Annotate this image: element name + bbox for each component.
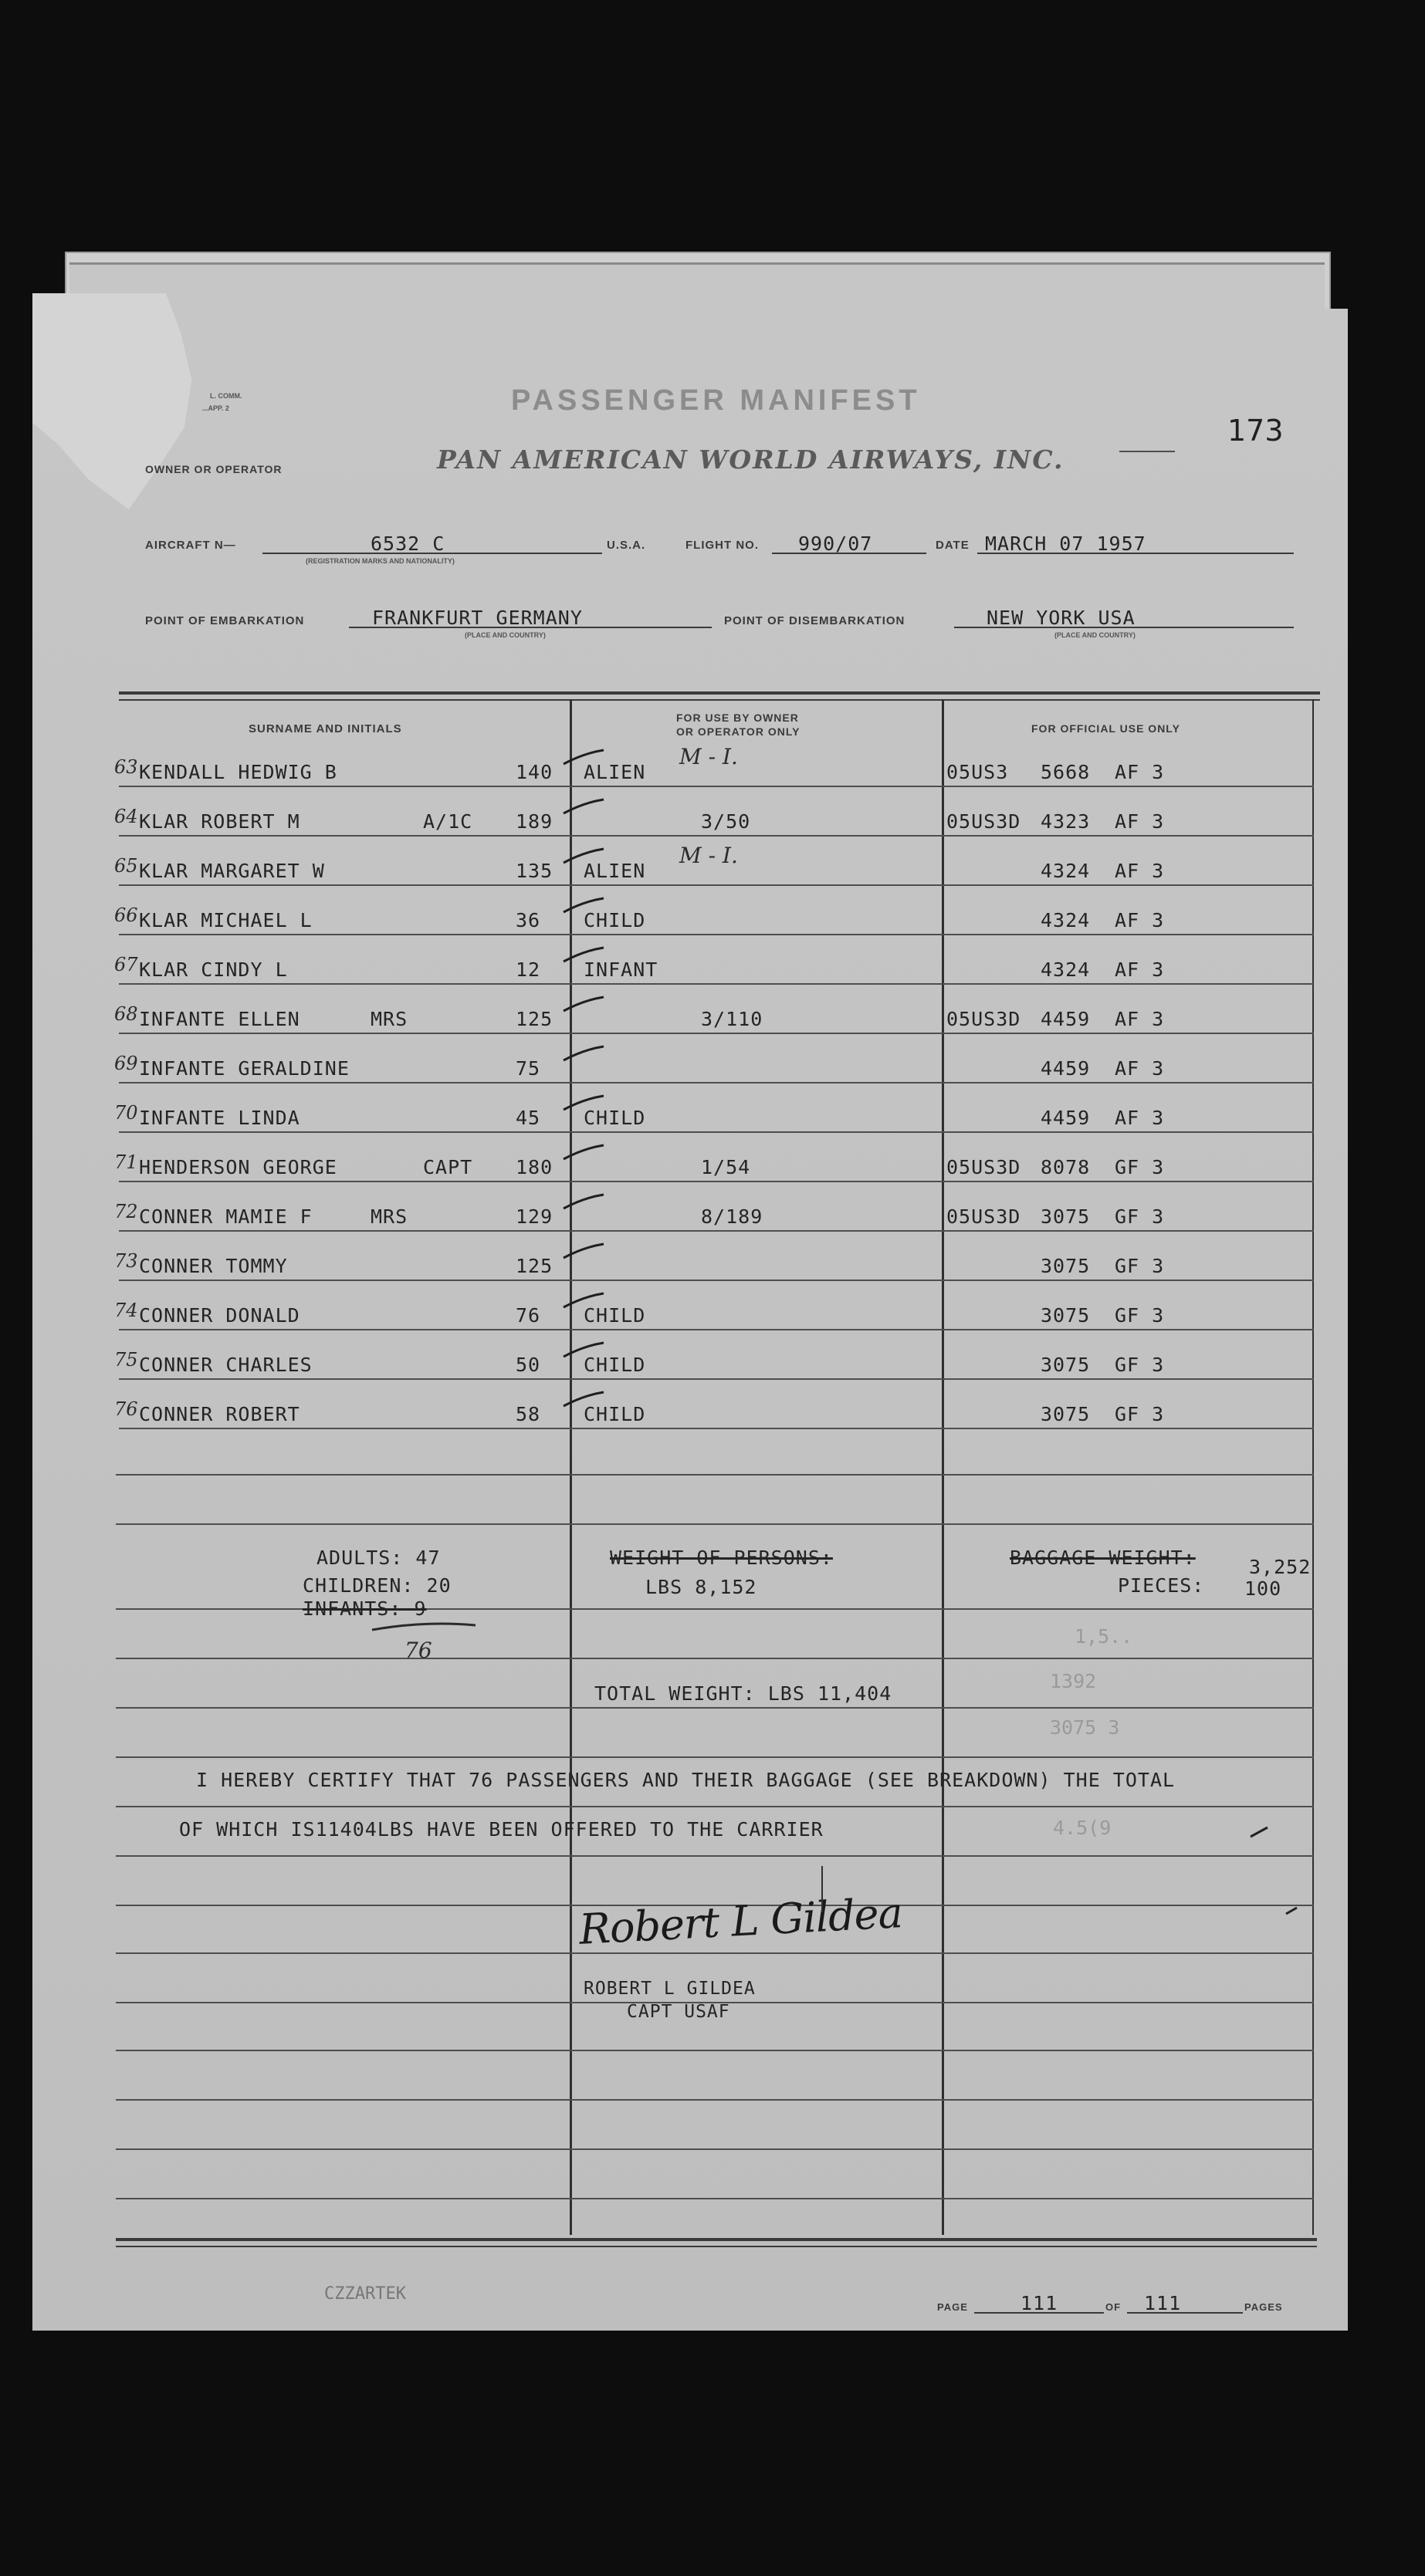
table-bottom-rule — [116, 2238, 1317, 2241]
passenger-weight: 125 — [516, 1008, 553, 1030]
passenger-weight: 36 — [516, 909, 541, 931]
row-rule — [119, 1230, 1314, 1232]
passenger-weight: 12 — [516, 958, 541, 981]
total-weight — [594, 1682, 892, 1705]
children-label-text: CHILDREN: — [303, 1574, 415, 1597]
official-unit: GF 3 — [1115, 1354, 1165, 1376]
total-weight-label: TOTAL WEIGHT: — [594, 1682, 756, 1705]
official-reference: 3075 — [1041, 1255, 1091, 1277]
official-reference: 4324 — [1041, 958, 1091, 981]
row-number: 69 — [114, 1053, 138, 1074]
passenger-title: MRS — [371, 1205, 408, 1228]
pieces-value: 100 — [1244, 1577, 1282, 1600]
infants-label-text: INFANTS: — [303, 1597, 402, 1620]
official-reference: 4324 — [1041, 860, 1091, 882]
passenger-weight: 180 — [516, 1156, 553, 1178]
row-rule — [119, 1378, 1314, 1380]
official-unit: AF 3 — [1115, 909, 1165, 931]
page-title: PASSENGER MANIFEST — [511, 384, 921, 417]
passenger-status: CHILD — [584, 1354, 646, 1376]
row-rule — [119, 1329, 1314, 1330]
signature-stroke — [821, 1866, 823, 1912]
infants-value: 9 — [414, 1597, 427, 1620]
pieces-label: PIECES: — [1118, 1574, 1205, 1597]
check-stroke — [560, 1340, 607, 1363]
embark-label: POINT OF EMBARKATION — [145, 614, 305, 627]
row-rule — [119, 835, 1314, 837]
row-number: 63 — [114, 756, 138, 778]
form-rule — [116, 2099, 1314, 2101]
form-rule — [116, 1523, 1314, 1525]
adults-value: 47 — [415, 1547, 441, 1569]
row-rule — [119, 786, 1314, 787]
passenger-status: CHILD — [584, 909, 646, 931]
certification-line-2: OF WHICH IS11404LBS HAVE BEEN OFFERED TO THE CARRIER — [179, 1818, 824, 1841]
passenger-weight: 45 — [516, 1107, 541, 1129]
tick-mark-2 — [1285, 1906, 1300, 1915]
row-number: 76 — [114, 1398, 138, 1420]
passenger-title: A/1C — [423, 810, 473, 833]
passenger-status: CHILD — [584, 1107, 646, 1129]
faded-bleed-2: 1392 — [1050, 1670, 1097, 1692]
official-unit: AF 3 — [1115, 761, 1165, 783]
infants-label — [303, 1597, 427, 1620]
passenger-weight: 75 — [516, 1057, 541, 1080]
flight-label: FLIGHT NO. — [685, 539, 759, 552]
passenger-weight: 135 — [516, 860, 553, 882]
owner-use-value: 3/50 — [701, 810, 751, 833]
passenger-weight: 58 — [516, 1403, 541, 1425]
passenger-name: KLAR MARGARET W — [139, 860, 325, 882]
page-stamp: 173 — [1227, 414, 1284, 448]
flight-value: 990/07 — [798, 532, 873, 555]
passenger-weight: 140 — [516, 761, 553, 783]
official-code: 05US3D — [946, 810, 1021, 833]
right-border — [1312, 699, 1314, 2235]
check-stroke — [560, 1192, 607, 1215]
row-rule — [119, 934, 1314, 935]
adults-label-text: ADULTS: — [316, 1547, 404, 1569]
passenger-status: ALIEN — [584, 860, 646, 882]
tick-mark — [1249, 1824, 1272, 1840]
form-rule — [116, 1952, 1314, 1954]
official-unit: GF 3 — [1115, 1255, 1165, 1277]
check-stroke — [560, 1093, 607, 1116]
official-unit: AF 3 — [1115, 1107, 1165, 1129]
column-divider-1 — [570, 699, 572, 2235]
date-value: MARCH 07 1957 — [985, 532, 1146, 555]
passenger-status: INFANT — [584, 958, 658, 981]
row-rule — [119, 1082, 1314, 1083]
children-value: 20 — [426, 1574, 452, 1597]
passenger-weight: 189 — [516, 810, 553, 833]
official-reference: 3075 — [1041, 1304, 1091, 1327]
official-code: 05US3 — [946, 761, 1009, 783]
passenger-weight: 50 — [516, 1354, 541, 1376]
row-number: 70 — [114, 1102, 138, 1124]
row-number: 65 — [114, 855, 138, 877]
official-unit: AF 3 — [1115, 860, 1165, 882]
row-number: 68 — [114, 1003, 138, 1025]
official-code: 05US3D — [946, 1205, 1021, 1228]
aircraft-value: 6532 C — [371, 532, 445, 555]
check-stroke — [560, 1389, 607, 1412]
passenger-name: INFANTE LINDA — [139, 1107, 300, 1129]
row-rule — [119, 983, 1314, 985]
row-rule — [119, 1131, 1314, 1133]
disembark-value: NEW YORK USA — [987, 607, 1136, 629]
check-stroke — [560, 1241, 607, 1264]
passenger-name: KLAR CINDY L — [139, 958, 288, 981]
faded-bleed-1: 1,5.. — [1075, 1625, 1133, 1648]
page-label: PAGE — [937, 2301, 968, 2313]
official-reference: 8078 — [1041, 1156, 1091, 1178]
date-label: DATE — [936, 539, 970, 552]
row-number: 71 — [114, 1151, 138, 1173]
embark-underline — [349, 627, 712, 628]
page-value: 111 — [1021, 2292, 1058, 2314]
check-stroke — [560, 994, 607, 1017]
form-rule — [116, 2198, 1314, 2199]
owner-label: OWNER OR OPERATOR — [145, 463, 283, 475]
official-reference: 5668 — [1041, 761, 1091, 783]
signature: Robert L Gildea — [577, 1888, 904, 1954]
official-reference: 4324 — [1041, 909, 1091, 931]
total-weight-value: LBS 11,404 — [767, 1682, 892, 1705]
signer-name: ROBERT L GILDEA — [584, 1979, 756, 1999]
official-unit: GF 3 — [1115, 1205, 1165, 1228]
disembark-underline — [954, 627, 1294, 628]
form-rule — [116, 1707, 1314, 1709]
owner-handwritten-note: M - I. — [679, 744, 738, 769]
official-reference: 3075 — [1041, 1403, 1091, 1425]
date-underline — [977, 553, 1294, 554]
row-rule — [119, 1428, 1314, 1429]
children-label — [303, 1574, 452, 1597]
official-unit: AF 3 — [1115, 1057, 1165, 1080]
form-rule — [116, 1855, 1314, 1857]
check-stroke — [560, 945, 607, 968]
pages-label: PAGES — [1244, 2301, 1283, 2313]
official-reference: 4459 — [1041, 1107, 1091, 1129]
passenger-name: CONNER DONALD — [139, 1304, 300, 1327]
row-number: 66 — [114, 904, 138, 926]
official-reference: 4459 — [1041, 1057, 1091, 1080]
official-unit: AF 3 — [1115, 810, 1165, 833]
form-code-2: ...APP. 2 — [202, 404, 229, 412]
form-rule — [116, 1756, 1314, 1758]
passenger-name: CONNER ROBERT — [139, 1403, 300, 1425]
passenger-name: KENDALL HEDWIG B — [139, 761, 337, 783]
of-underline — [1127, 2312, 1243, 2314]
official-unit: GF 3 — [1115, 1156, 1165, 1178]
official-unit: AF 3 — [1115, 1008, 1165, 1030]
official-unit: GF 3 — [1115, 1403, 1165, 1425]
usa-label: U.S.A. — [607, 539, 646, 552]
total-passengers-hand: 76 — [404, 1638, 432, 1663]
row-number: 64 — [114, 806, 138, 827]
header-surname: SURNAME AND INITIALS — [249, 722, 402, 735]
aircraft-label: AIRCRAFT N— — [145, 539, 236, 552]
of-value: 111 — [1144, 2292, 1182, 2314]
footer-stamp: CZZARTEK — [324, 2284, 406, 2304]
persons-weight-value: LBS 8,152 — [645, 1576, 757, 1598]
header-official: FOR OFFICIAL USE ONLY — [1031, 722, 1180, 735]
column-divider-2 — [942, 699, 944, 2235]
faded-bleed-4: 4.5(9 — [1053, 1817, 1112, 1839]
baggage-weight-value: 3,252 — [1249, 1556, 1312, 1578]
passenger-weight: 76 — [516, 1304, 541, 1327]
company-name: PAN AMERICAN WORLD AIRWAYS, INC. — [437, 445, 1065, 475]
form-rule — [116, 2148, 1314, 2150]
signer-rank: CAPT USAF — [627, 2002, 730, 2022]
check-stroke — [560, 1290, 607, 1313]
official-reference: 4459 — [1041, 1008, 1091, 1030]
check-stroke — [560, 796, 607, 820]
passenger-name: KLAR ROBERT M — [139, 810, 300, 833]
official-reference: 4323 — [1041, 810, 1091, 833]
header-owner-use-2: OR OPERATOR ONLY — [676, 725, 801, 738]
passenger-name: CONNER CHARLES — [139, 1354, 313, 1376]
header-owner-use-1: FOR USE BY OWNER — [676, 712, 799, 724]
passenger-status: CHILD — [584, 1403, 646, 1425]
form-rule — [116, 1806, 1314, 1807]
row-number: 67 — [114, 954, 138, 975]
passenger-title: CAPT — [423, 1156, 473, 1178]
check-stroke — [560, 747, 607, 770]
row-rule — [119, 1181, 1314, 1182]
stamp-dash — [1119, 451, 1175, 452]
form-rule — [116, 2050, 1314, 2051]
form-rule — [116, 1658, 1314, 1659]
persons-weight-label: WEIGHT OF PERSONS: — [610, 1547, 833, 1569]
official-unit: GF 3 — [1115, 1304, 1165, 1327]
aircraft-underline — [262, 553, 602, 554]
check-stroke — [560, 1142, 607, 1165]
passenger-name: HENDERSON GEORGE — [139, 1156, 337, 1178]
official-code: 05US3D — [946, 1156, 1021, 1178]
passenger-name: CONNER TOMMY — [139, 1255, 288, 1277]
table-top-rule-2 — [119, 699, 1320, 701]
row-number: 75 — [114, 1349, 138, 1371]
passenger-name: CONNER MAMIE F — [139, 1205, 313, 1228]
aircraft-sublabel: (REGISTRATION MARKS AND NATIONALITY) — [306, 557, 455, 565]
passenger-title: MRS — [371, 1008, 408, 1030]
row-number: 73 — [114, 1250, 138, 1272]
disembark-label: POINT OF DISEMBARKATION — [724, 614, 905, 627]
disembark-sublabel: (PLACE AND COUNTRY) — [1054, 631, 1136, 639]
row-rule — [119, 1033, 1314, 1034]
adults-label — [316, 1547, 441, 1569]
flight-underline — [772, 553, 926, 554]
embark-value: FRANKFURT GERMANY — [372, 607, 583, 629]
passenger-weight: 129 — [516, 1205, 553, 1228]
table-bottom-rule-2 — [116, 2246, 1317, 2247]
row-number: 74 — [114, 1300, 138, 1321]
passenger-status: CHILD — [584, 1304, 646, 1327]
official-unit: AF 3 — [1115, 958, 1165, 981]
passenger-weight: 125 — [516, 1255, 553, 1277]
official-reference: 3075 — [1041, 1354, 1091, 1376]
check-stroke — [560, 1043, 607, 1067]
of-label: OF — [1105, 2301, 1122, 2313]
row-rule — [119, 1280, 1314, 1281]
owner-use-value: 3/110 — [701, 1008, 763, 1030]
embark-sublabel: (PLACE AND COUNTRY) — [465, 631, 546, 639]
page-underline — [974, 2312, 1104, 2314]
official-code: 05US3D — [946, 1008, 1021, 1030]
owner-handwritten-note: M - I. — [679, 843, 738, 868]
owner-use-value: 1/54 — [701, 1156, 751, 1178]
passenger-name: INFANTE ELLEN — [139, 1008, 300, 1030]
row-rule — [119, 884, 1314, 886]
owner-use-value: 8/189 — [701, 1205, 763, 1228]
form-code-1: L. COMM. — [210, 392, 242, 400]
form-rule — [116, 1608, 1314, 1610]
faded-bleed-3: 3075 3 — [1050, 1716, 1120, 1739]
passenger-name: INFANTE GERALDINE — [139, 1057, 350, 1080]
official-reference: 3075 — [1041, 1205, 1091, 1228]
certification-line-1: I HEREBY CERTIFY THAT 76 PASSENGERS AND THEIR BAGGAGE (SEE BREAKDOWN) THE TOTAL — [196, 1769, 1176, 1791]
sum-underline — [371, 1619, 479, 1635]
check-stroke — [560, 895, 607, 918]
passenger-status: ALIEN — [584, 761, 646, 783]
row-number: 72 — [114, 1201, 138, 1222]
form-rule — [116, 1474, 1314, 1476]
check-stroke — [560, 846, 607, 869]
passenger-name: KLAR MICHAEL L — [139, 909, 313, 931]
table-top-rule — [119, 691, 1320, 695]
baggage-weight-label: BAGGAGE WEIGHT: — [1010, 1547, 1196, 1569]
